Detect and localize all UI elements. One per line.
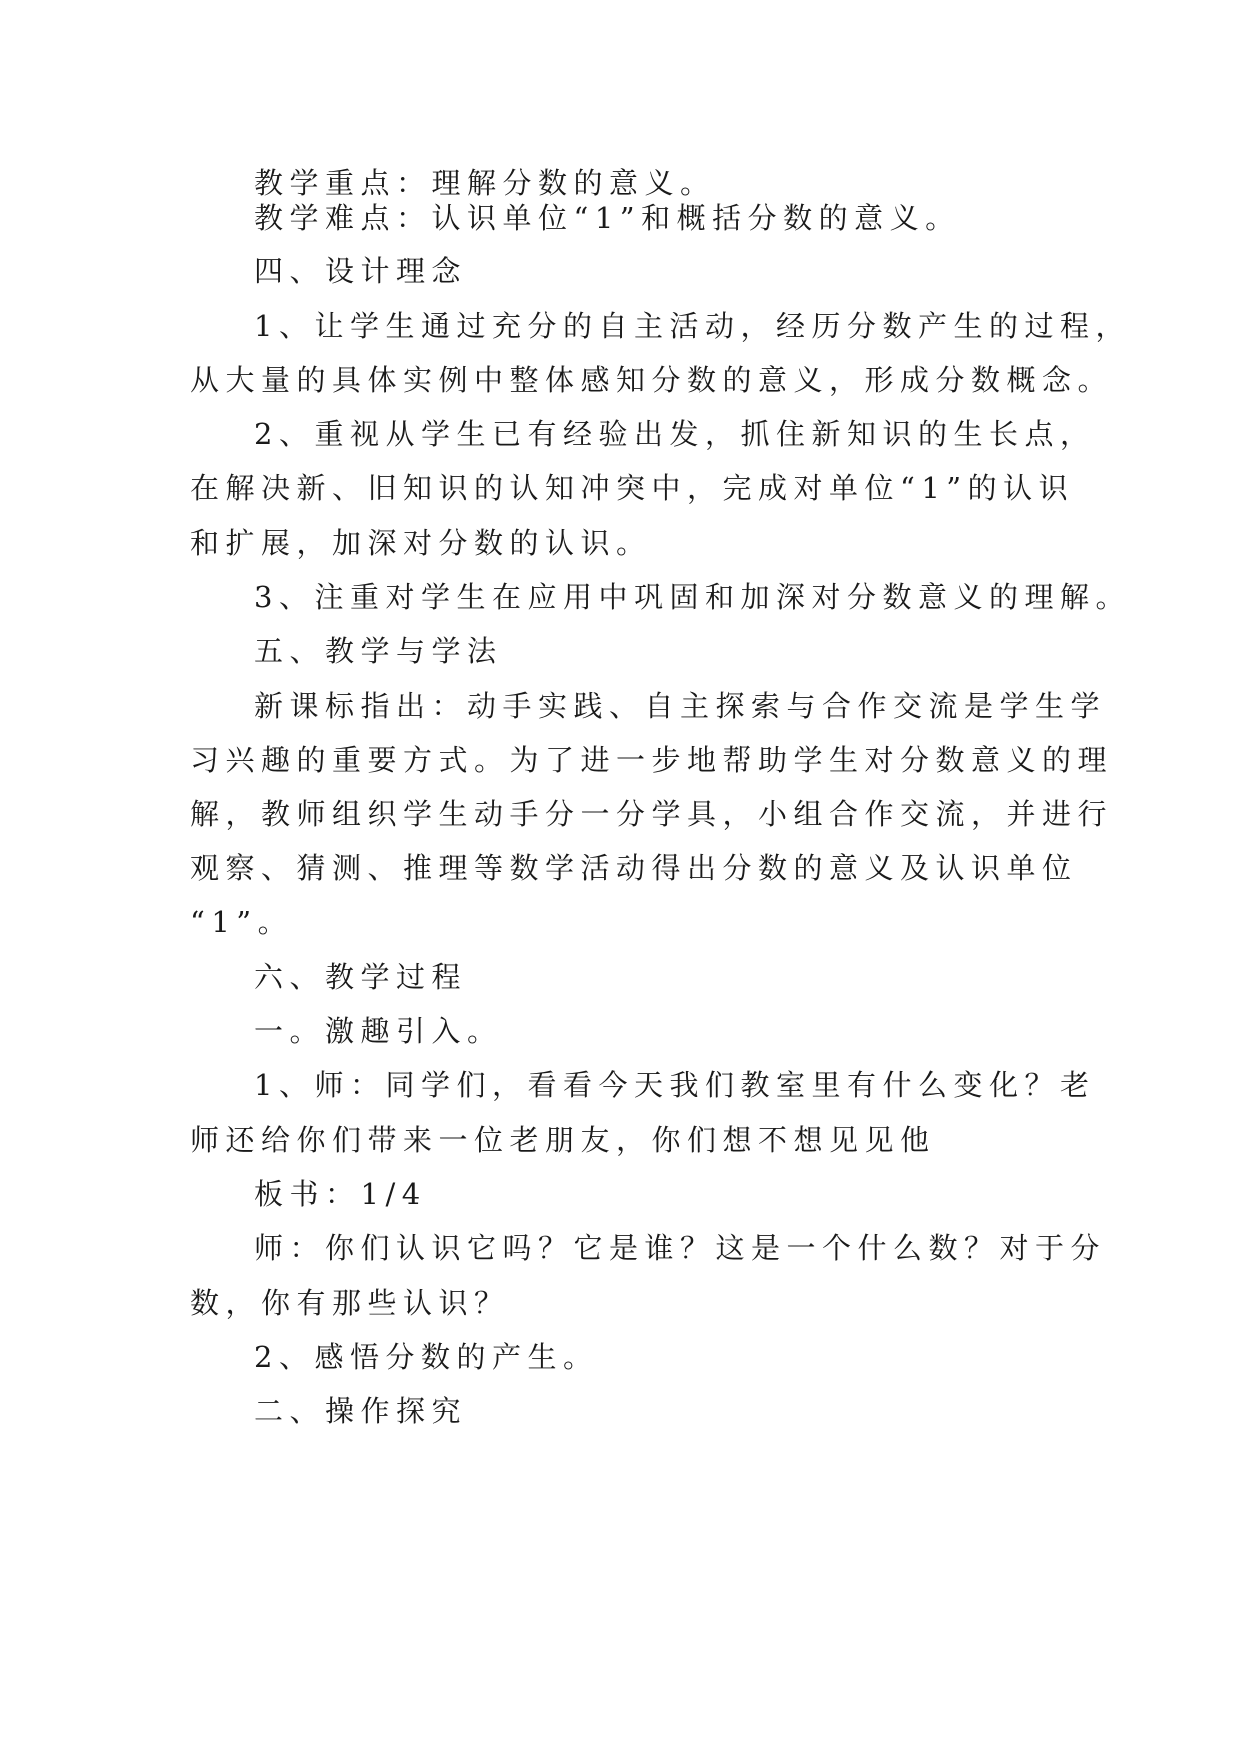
text-line: 习兴趣的重要方式。为了进一步地帮助学生对分数意义的理 xyxy=(190,743,1114,777)
text-line: 2、感悟分数的产生。 xyxy=(254,1340,599,1374)
text-line: 二、操作探究 xyxy=(254,1394,468,1428)
text-line: 新课标指出：动手实践、自主探索与合作交流是学生学 xyxy=(254,689,1107,723)
text-line: 教学难点：认识单位“1”和概括分数的意义。 xyxy=(254,201,961,235)
text-line: 在解决新、旧知识的认知冲突中，完成对单位“1”的认识 xyxy=(190,471,1075,505)
text-line: 和扩展，加深对分数的认识。 xyxy=(190,526,652,560)
text-line: 师还给你们带来一位老朋友，你们想不想见见他 xyxy=(190,1123,936,1157)
text-line: 解，教师组织学生动手分一分学具，小组合作交流，并进行 xyxy=(190,797,1114,831)
text-line: 1、师：同学们，看看今天我们教室里有什么变化？老 xyxy=(254,1068,1096,1102)
text-line: 3、注重对学生在应用中巩固和加深对分数意义的理解。 xyxy=(254,580,1131,614)
text-line: 从大量的具体实例中整体感知分数的意义，形成分数概念。 xyxy=(190,363,1114,397)
text-line: 六、教学过程 xyxy=(254,960,468,994)
text-line: 数，你有那些认识？ xyxy=(190,1286,510,1320)
text-line: 四、设计理念 xyxy=(254,254,468,288)
text-line: “1”。 xyxy=(190,905,294,939)
text-line: 教学重点：理解分数的意义。 xyxy=(254,166,716,200)
text-line: 1、让学生通过充分的自主活动，经历分数产生的过程， xyxy=(254,309,1131,343)
text-line: 板书：1/4 xyxy=(254,1177,427,1211)
text-line: 师：你们认识它吗？它是谁？这是一个什么数？对于分 xyxy=(254,1231,1107,1265)
text-line: 一。激趣引入。 xyxy=(254,1014,503,1048)
text-line: 2、重视从学生已有经验出发，抓住新知识的生长点， xyxy=(254,417,1096,451)
text-line: 五、教学与学法 xyxy=(254,634,503,668)
text-line: 观察、猜测、推理等数学活动得出分数的意义及认识单位 xyxy=(190,851,1078,885)
